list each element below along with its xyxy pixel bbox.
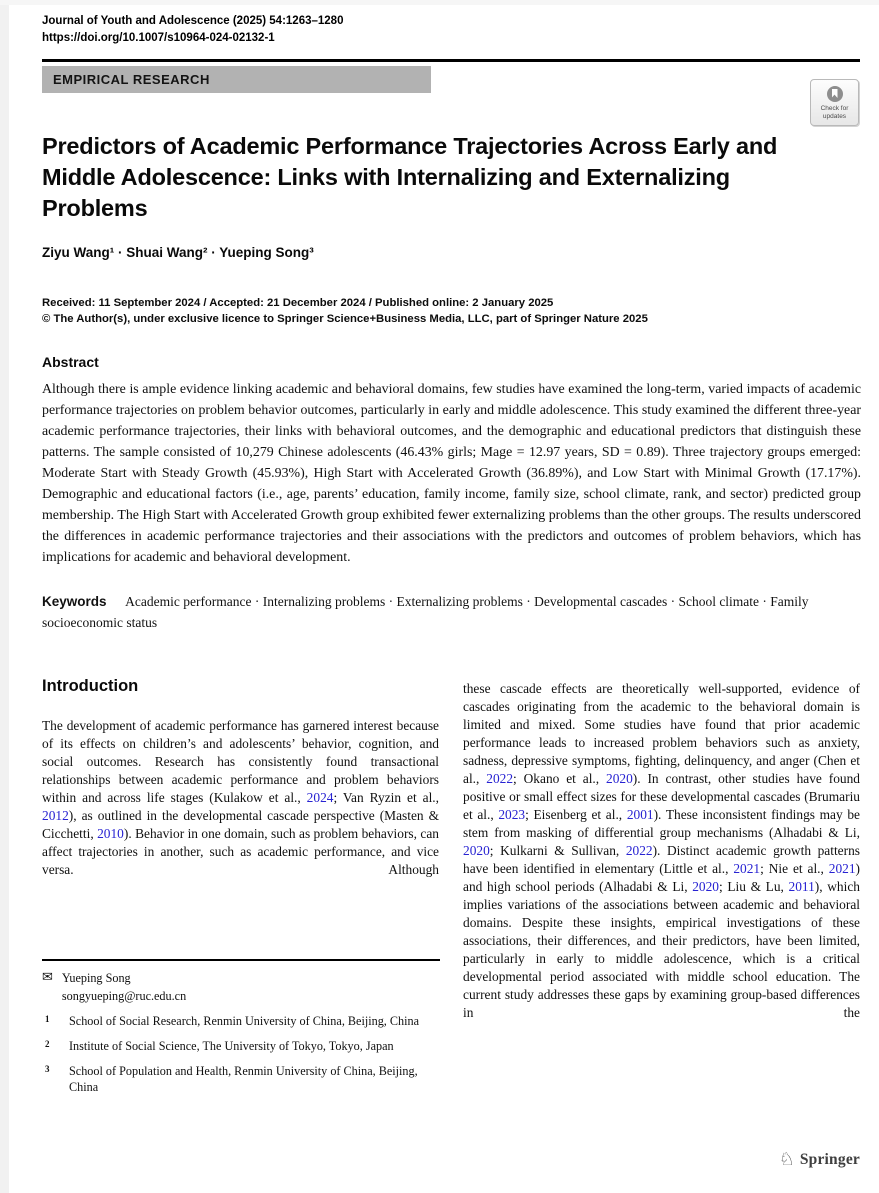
springer-wordmark: Springer: [799, 1151, 860, 1168]
header-rule: [42, 59, 860, 62]
intro-paragraph-left: The development of academic performance has garnered interest because of its effects on children’s and adolescents’ behavior, cognition, and social outcomes. Research has consistently found transactional relationships between academic performance and problem behaviors within and across life stages (Kulakow et al., 2024; Van Ryzin et al., 2012), as outlined in the developmental cascade perspective (Masten & Cicchetti, 2010). Behavior in one domain, such as problem behaviors, can affect trajectories in another, such as academic performance, and vice versa. Although: [42, 718, 439, 877]
citation-link[interactable]: 2020: [692, 879, 719, 894]
citation-link[interactable]: 2010: [97, 826, 124, 841]
badge-text-line2: updates: [822, 112, 847, 120]
history-line: Received: 11 September 2024 / Accepted: 21 December 2024 / Published online: 2 January 2025: [42, 297, 554, 309]
page-edge-left: [0, 0, 9, 1193]
introduction-heading: Introduction: [42, 677, 139, 695]
keywords-text: Academic performance · Internalizing problems · Externalizing problems · Developmental cascades · School climate · Family socioeconomic status: [42, 594, 809, 630]
citation-link[interactable]: 2022: [625, 843, 653, 858]
bookmark-icon: [827, 86, 843, 102]
citation-link[interactable]: 2012: [42, 808, 69, 823]
correspondence-email[interactable]: songyueping@ruc.edu.cn: [61, 989, 187, 1003]
springer-knight-icon: ♘: [778, 1149, 795, 1170]
citation-link[interactable]: 2023: [498, 807, 526, 822]
journal-line: Journal of Youth and Adolescence (2025) 54:1263–1280: [42, 15, 344, 27]
section-banner: [42, 66, 431, 93]
page-edge-top: [0, 0, 879, 5]
correspondence-name: Yueping Song: [61, 971, 131, 985]
affiliation-item: [42, 1063, 440, 1095]
envelope-icon: ✉: [42, 970, 53, 985]
section-banner-label: EMPIRICAL RESEARCH: [53, 72, 210, 87]
affiliation-text: School of Social Research, Renmin University of China, Beijing, China: [69, 1014, 419, 1028]
citation-link[interactable]: 2021: [733, 861, 761, 876]
affiliation-number: 2: [45, 1039, 50, 1049]
authors-line[interactable]: Ziyu Wang¹ · Shuai Wang² · Yueping Song³: [42, 245, 314, 260]
affiliation-text: School of Population and Health, Renmin University of China, Beijing, China: [69, 1064, 418, 1094]
affiliation-item: [42, 1038, 440, 1054]
springer-logo: [779, 1151, 860, 1169]
citation-link[interactable]: 2022: [486, 771, 514, 786]
badge-text-line1: Check for: [820, 104, 849, 112]
affiliation-number: 1: [45, 1014, 50, 1024]
keywords-label: Keywords: [42, 594, 107, 609]
article-title: Predictors of Academic Performance Trajectories Across Early and Middle Adolescence: Links with Internalizing and Externalizing Problems: [42, 133, 778, 221]
abstract-text: Although there is ample evidence linking academic and behavioral domains, few studies have examined the long-term, varied impacts of academic performance trajectories on problem behavior outcomes, particularly in early and middle adolescence. This study examined the different three-year academic performance trajectories, their links with behavioral outcomes, and the demographic and educational predictors that distinguish these patterns. The sample consisted of 10,279 Chinese adolescents (46.43% girls; Mage = 12.97 years, SD = 0.89). Three trajectory groups emerged: Moderate Start with Steady Growth (45.93%), High Start with Accelerated Growth (36.89%), and Low Start with Minimal Growth (17.17%). Demographic and educational factors (i.e., age, parents’ education, family income, family size, school climate, rank, and sector) predicted group membership. The High Start with Accelerated Growth group exhibited fewer externalizing problems than the other groups. The results underscored the differences in academic performance trajectories and their associations with the predictors and outcomes of problem behaviors, which has implications for academic and behavioral development.: [42, 382, 861, 565]
footnote-block: [42, 959, 440, 1095]
citation-link[interactable]: 2020: [606, 771, 633, 786]
abstract-heading: Abstract: [42, 354, 99, 370]
correspondence: [42, 970, 440, 1004]
check-for-updates-badge[interactable]: [810, 79, 859, 126]
journal-header: [42, 13, 343, 47]
affiliation-text: Institute of Social Science, The University of Tokyo, Tokyo, Japan: [69, 1039, 394, 1053]
citation-link[interactable]: 2021: [828, 861, 856, 876]
intro-paragraph-right: these cascade effects are theoretically well-supported, evidence of cascades originating from the academic to the behavioral domain is limited and mixed. Some studies have found that prior academic performance leads to increased problem behaviors such as anxiety, sadness, depressive symptoms, fighting, delinquency, and anger (Chen et al., 2022; Okano et al., 2020). In contrast, other studies have found positive or small effect sizes for these developmental cascades (Brumariu et al., 2023; Eisenberg et al., 2001). These inconsistent findings may be stem from masking of differential group mechanisms (Alhadabi & Li, 2020; Kulkarni & Sullivan, 2022). Distinct academic growth patterns have been identified in elementary (Little et al., 2021; Nie et al., 2021) and high school periods (Alhadabi & Li, 2020; Liu & Lu, 2011), which implies variations of the associations between academic and behavioral domains. Despite these insights, empirical investigations of these associations, their differences, and their predictors, have been limited, particularly in early to middle adolescence, which is a critical developmental period associated with middle school education. The current study addresses these gaps by examining group-based differences in the: [463, 681, 860, 1020]
citation-link[interactable]: 2024: [306, 790, 334, 805]
citation-link[interactable]: 2001: [626, 807, 654, 822]
copyright-line: © The Author(s), under exclusive licence to Springer Science+Business Media, LLC, part of Springer Nature 2025: [42, 313, 648, 325]
doi-link[interactable]: https://doi.org/10.1007/s10964-024-02132-1: [42, 32, 275, 44]
footnote-rule: [42, 959, 440, 961]
affiliation-item: [42, 1013, 440, 1029]
article-meta: [42, 295, 648, 327]
citation-link[interactable]: 2011: [788, 879, 815, 894]
keywords-line: [42, 591, 861, 633]
citation-link[interactable]: 2020: [463, 843, 490, 858]
affiliation-number: 3: [45, 1064, 50, 1074]
right-column: [463, 675, 860, 1022]
